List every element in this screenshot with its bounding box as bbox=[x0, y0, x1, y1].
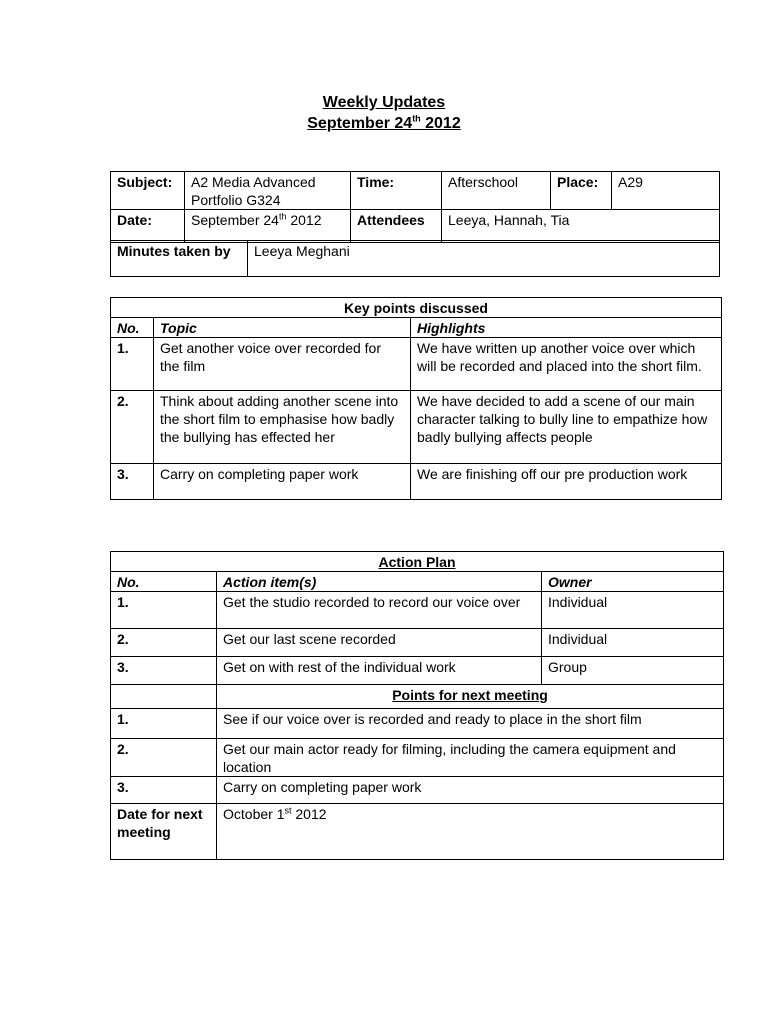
next-meeting-row bbox=[111, 777, 724, 804]
action-item: Get on with rest of the individual work bbox=[217, 657, 542, 685]
col-no-header: No. bbox=[111, 572, 217, 592]
action-row bbox=[111, 592, 724, 629]
next-meeting-row bbox=[111, 709, 724, 739]
time-label: Time: bbox=[351, 172, 442, 210]
col-action-item-header: Action item(s) bbox=[217, 572, 542, 592]
action-owner: Group bbox=[542, 657, 724, 685]
key-point-topic: Carry on completing paper work bbox=[154, 464, 411, 500]
date-next-meeting-row bbox=[111, 804, 724, 860]
next-meeting-heading: Points for next meeting bbox=[392, 687, 548, 703]
document-title: Weekly Updates bbox=[322, 94, 446, 111]
attendees-value: Leeya, Hannah, Tia bbox=[442, 210, 720, 243]
next-point-no: 2. bbox=[111, 739, 217, 777]
key-points-heading-row bbox=[111, 298, 722, 318]
date-next-meeting-value: October 1st 2012 bbox=[217, 804, 724, 860]
col-topic-header: Topic bbox=[154, 318, 411, 338]
date-label: Date: bbox=[111, 210, 185, 243]
key-point-topic: Think about adding another scene into the short film to emphasise how badly the bullying has effected her bbox=[154, 391, 411, 464]
action-row bbox=[111, 657, 724, 685]
next-point-text: See if our voice over is recorded and ready to place in the short film bbox=[217, 709, 724, 739]
next-point-no: 1. bbox=[111, 709, 217, 739]
col-no-header: No. bbox=[111, 318, 154, 338]
attendees-label: Attendees bbox=[351, 210, 442, 243]
action-row bbox=[111, 629, 724, 657]
subject-label: Subject: bbox=[111, 172, 185, 210]
minutes-label: Minutes taken by bbox=[111, 241, 248, 277]
subject-value: A2 Media Advanced Portfolio G324 bbox=[185, 172, 351, 210]
next-meeting-row bbox=[111, 739, 724, 777]
next-meeting-heading-row bbox=[111, 685, 724, 709]
col-owner-header: Owner bbox=[542, 572, 724, 592]
action-plan-heading-row bbox=[111, 552, 724, 572]
minutes-value: Leeya Meghani bbox=[248, 241, 720, 277]
document-title-block bbox=[0, 92, 768, 134]
document-date: September 24th 2012 bbox=[307, 113, 461, 132]
col-highlights-header: Highlights bbox=[411, 318, 722, 338]
key-point-topic: Get another voice over recorded for the film bbox=[154, 338, 411, 391]
key-points-table bbox=[110, 297, 722, 500]
key-point-highlight: We have written up another voice over which will be recorded and placed into the short film. bbox=[411, 338, 722, 391]
place-label: Place: bbox=[551, 172, 612, 210]
minutes-table bbox=[110, 240, 720, 277]
date-value: September 24th 2012 bbox=[185, 210, 351, 243]
action-no: 2. bbox=[111, 629, 217, 657]
key-point-row bbox=[111, 464, 722, 500]
key-points-header-row bbox=[111, 318, 722, 338]
meeting-info-table bbox=[110, 171, 720, 243]
key-point-no: 3. bbox=[111, 464, 154, 500]
action-owner: Individual bbox=[542, 629, 724, 657]
time-value: Afterschool bbox=[442, 172, 551, 210]
action-owner: Individual bbox=[542, 592, 724, 629]
key-point-highlight: We have decided to add a scene of our main character talking to bully line to empathize how badly bullying affects people bbox=[411, 391, 722, 464]
date-next-meeting-label: Date for next meeting bbox=[111, 804, 217, 860]
minutes-row bbox=[111, 241, 720, 277]
action-item: Get the studio recorded to record our voice over bbox=[217, 592, 542, 629]
key-point-no: 2. bbox=[111, 391, 154, 464]
action-plan-header-row bbox=[111, 572, 724, 592]
key-point-highlight: We are finishing off our pre production work bbox=[411, 464, 722, 500]
action-no: 1. bbox=[111, 592, 217, 629]
next-point-text: Carry on completing paper work bbox=[217, 777, 724, 804]
date-row bbox=[111, 210, 720, 243]
key-point-row bbox=[111, 391, 722, 464]
place-value: A29 bbox=[612, 172, 720, 210]
next-point-text: Get our main actor ready for filming, including the camera equipment and location bbox=[217, 739, 724, 777]
next-point-no: 3. bbox=[111, 777, 217, 804]
action-plan-table bbox=[110, 551, 724, 860]
action-item: Get our last scene recorded bbox=[217, 629, 542, 657]
key-point-row bbox=[111, 338, 722, 391]
key-point-no: 1. bbox=[111, 338, 154, 391]
action-plan-heading: Action Plan bbox=[378, 554, 456, 570]
action-no: 3. bbox=[111, 657, 217, 685]
subject-row bbox=[111, 172, 720, 210]
key-points-heading: Key points discussed bbox=[111, 298, 722, 318]
